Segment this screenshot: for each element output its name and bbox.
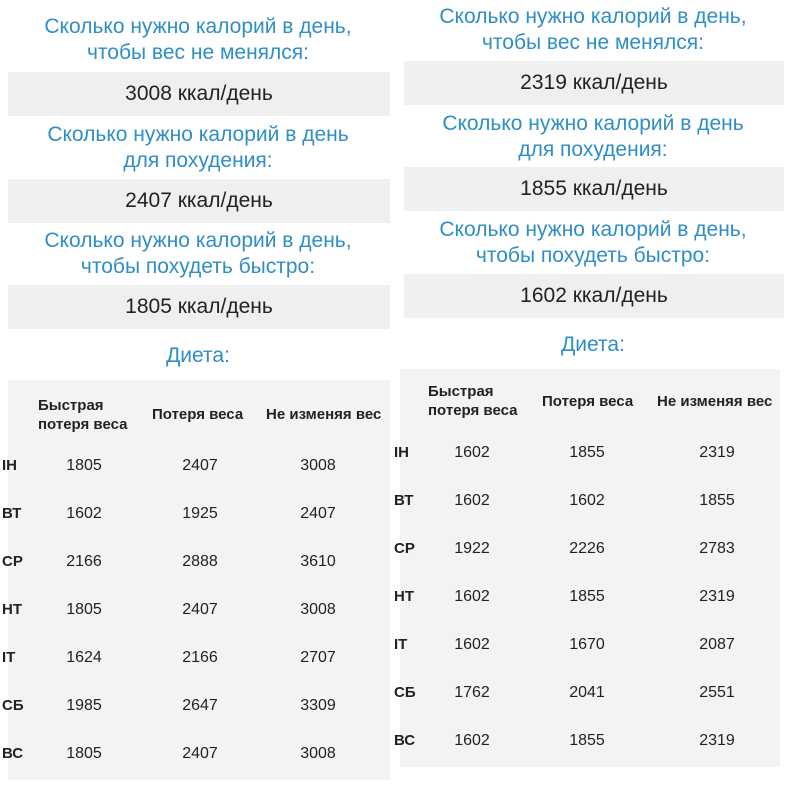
fast-loss-value: 1805 ккал/день [8,285,390,329]
loss-cell: 2407 [182,457,218,474]
diet-title: Диета: [561,333,625,356]
table-row [394,573,780,621]
fast-cell: 1762 [454,684,490,701]
fast-cell: 1602 [454,636,490,653]
table-row [394,717,780,765]
diet-table [394,369,780,767]
loss-cell: 2407 [182,745,218,762]
loss-cell: 2888 [182,553,218,570]
heading-line: Сколько нужно калорий в день, [439,218,747,241]
keep-cell: 1855 [699,492,735,509]
table-row [2,634,390,682]
table-row [2,586,390,634]
header-line: потеря веса [428,402,518,419]
diet-title: Диета: [166,344,230,367]
fast-cell: 1922 [454,540,490,557]
heading-line: чтобы похудеть быстро: [475,244,711,267]
loss-cell: 1670 [569,636,605,653]
fast-loss-value: 1602 ккал/день [404,274,784,318]
loss-cell: 2041 [569,684,605,701]
maintain-heading [396,4,790,56]
heading-line: чтобы вес не менялся: [86,41,310,64]
loss-cell: 1855 [569,588,605,605]
day-label: ІН [2,457,17,474]
table-row [2,682,390,730]
fast-cell: 1602 [454,588,490,605]
day-label: НТ [2,601,22,618]
day-label: СР [2,553,23,570]
loss-heading [396,111,790,163]
loss-heading [0,122,396,174]
keep-cell: 2087 [699,636,735,653]
loss-cell: 2226 [569,540,605,557]
day-label: ІТ [394,636,408,653]
col-loss-header: Потеря веса [152,406,244,423]
maintain-heading [0,14,396,66]
table-row [394,477,780,525]
heading-line: чтобы вес не менялся: [481,31,705,54]
loss-cell: 1855 [569,444,605,461]
col-fast-header [38,396,127,434]
loss-cell: 1855 [569,732,605,749]
fast-cell: 1602 [66,505,102,522]
day-label: ІТ [2,649,16,666]
day-label: НТ [394,588,414,605]
col-keep-header: Не изменяя вес [657,393,773,410]
keep-cell: 2319 [699,732,735,749]
col-loss-header: Потеря веса [542,393,634,410]
day-label: СБ [394,684,416,701]
heading-line: Сколько нужно калорий в день, [439,5,747,28]
heading-line: Сколько нужно калорий в день [47,123,349,146]
day-label: ВТ [394,492,414,509]
loss-cell: 1925 [182,505,218,522]
keep-cell: 3008 [300,457,336,474]
fast-cell: 1624 [66,649,102,666]
table-row [2,490,390,538]
loss-cell: 2407 [182,601,218,618]
right-panel [396,0,790,790]
header-line: Быстрая [428,383,494,400]
heading-line: Сколько нужно калорий в день, [44,15,352,38]
table-header [8,380,390,444]
table-row [394,669,780,717]
keep-cell: 3008 [300,745,336,762]
keep-cell: 2707 [300,649,336,666]
fast-cell: 1985 [66,697,102,714]
fast-cell: 1602 [454,444,490,461]
keep-cell: 2319 [699,588,735,605]
loss-cell: 2166 [182,649,218,666]
header-line: Быстрая [38,397,104,414]
heading-line: для похудения: [518,138,668,161]
fast-cell: 1805 [66,457,102,474]
keep-cell: 3008 [300,601,336,618]
col-fast-header [428,382,517,420]
table-row [394,621,780,669]
day-label: СБ [2,697,24,714]
keep-cell: 3610 [300,553,336,570]
table-row [2,730,390,778]
heading-line: чтобы похудеть быстро: [80,255,316,278]
maintain-value: 3008 ккал/день [8,72,390,116]
table-row [2,442,390,490]
table-row [394,525,780,573]
keep-cell: 2319 [699,444,735,461]
fast-loss-heading [0,228,396,280]
loss-cell: 2647 [182,697,218,714]
header-line: потеря веса [38,416,128,433]
col-keep-header: Не изменяя вес [266,406,382,423]
maintain-value: 2319 ккал/день [404,61,784,105]
day-label: ІН [394,444,409,461]
fast-cell: 1805 [66,745,102,762]
heading-line: Сколько нужно калорий в день [442,112,744,135]
fast-cell: 1602 [454,732,490,749]
heading-line: для похудения: [123,149,273,172]
fast-cell: 1805 [66,601,102,618]
day-label: ВС [2,745,24,762]
table-row [394,429,780,477]
loss-value: 2407 ккал/день [8,179,390,223]
keep-cell: 3309 [300,697,336,714]
keep-cell: 2407 [300,505,336,522]
fast-cell: 1602 [454,492,490,509]
table-header [400,369,780,433]
day-label: ВТ [2,505,22,522]
fast-cell: 2166 [66,553,102,570]
table-row [2,538,390,586]
fast-loss-heading [396,217,790,269]
loss-value: 1855 ккал/день [404,167,784,211]
diet-table [2,380,390,780]
loss-cell: 1602 [569,492,605,509]
keep-cell: 2551 [699,684,735,701]
day-label: СР [394,540,415,557]
heading-line: Сколько нужно калорий в день, [44,229,352,252]
keep-cell: 2783 [699,540,735,557]
day-label: ВС [394,732,416,749]
